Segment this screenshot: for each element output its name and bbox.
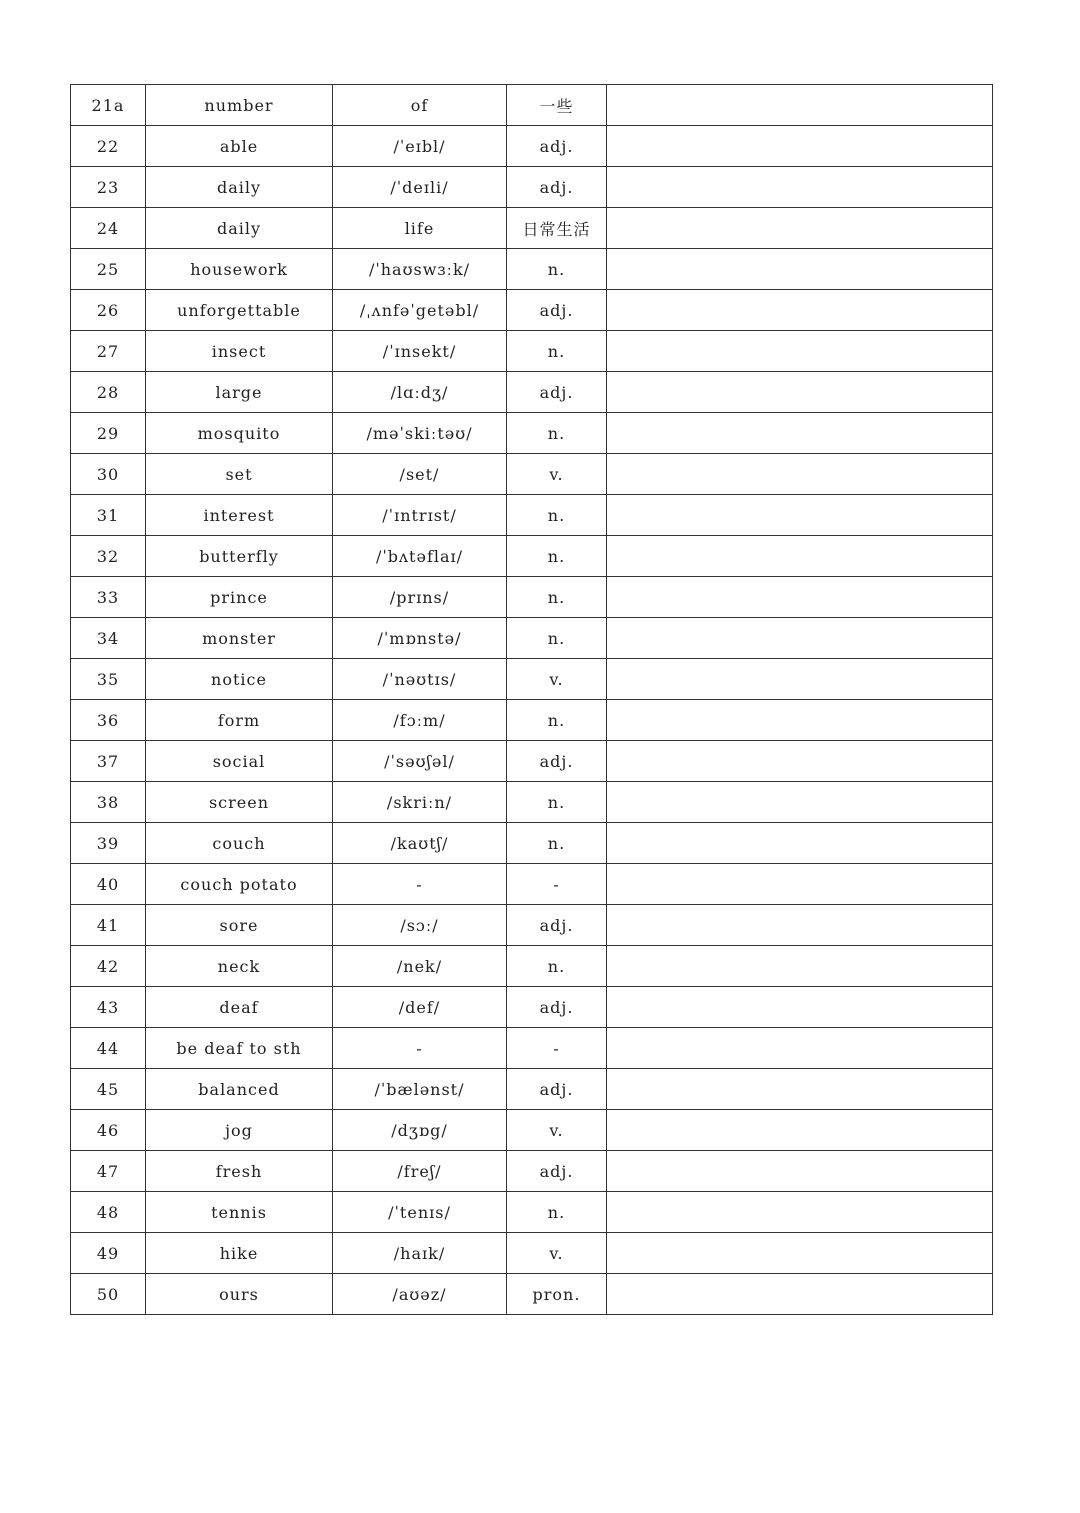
phonetic-cell: - [333,1028,507,1069]
english-word-cell: butterfly [146,536,333,577]
entry-number-cell: 39 [71,823,146,864]
table-row [71,741,993,782]
part-of-speech-cell: adj. [507,372,607,413]
entry-number-cell: 43 [71,987,146,1028]
notes-cell [607,208,993,249]
part-of-speech-cell: v. [507,659,607,700]
english-word-cell: set [146,454,333,495]
entry-number-cell: 37 [71,741,146,782]
entry-number-cell: 36 [71,700,146,741]
part-of-speech-cell: adj. [507,290,607,331]
entry-number-cell: 34 [71,618,146,659]
vocabulary-table-body [71,85,993,1315]
english-word-cell: couch potato [146,864,333,905]
notes-cell [607,413,993,454]
english-word-cell: daily [146,208,333,249]
phonetic-cell: - [333,864,507,905]
phonetic-cell: /ˈbʌtəflaɪ/ [333,536,507,577]
english-word-cell: interest [146,495,333,536]
english-word-cell: large [146,372,333,413]
phonetic-cell: of [333,85,507,126]
entry-number-cell: 31 [71,495,146,536]
table-row [71,618,993,659]
phonetic-cell: /ˈbælənst/ [333,1069,507,1110]
notes-cell [607,741,993,782]
phonetic-cell: /ˈtenɪs/ [333,1192,507,1233]
entry-number-cell: 42 [71,946,146,987]
table-row [71,1110,993,1151]
part-of-speech-cell: - [507,864,607,905]
table-row [71,864,993,905]
part-of-speech-cell: n. [507,700,607,741]
notes-cell [607,1233,993,1274]
entry-number-cell: 26 [71,290,146,331]
entry-number-cell: 28 [71,372,146,413]
notes-cell [607,864,993,905]
part-of-speech-cell: adj. [507,905,607,946]
table-row [71,946,993,987]
entry-number-cell: 25 [71,249,146,290]
entry-number-cell: 29 [71,413,146,454]
entry-number-cell: 45 [71,1069,146,1110]
phonetic-cell: /skriːn/ [333,782,507,823]
english-word-cell: ours [146,1274,333,1315]
table-row [71,1274,993,1315]
english-word-cell: monster [146,618,333,659]
entry-number-cell: 23 [71,167,146,208]
table-row [71,85,993,126]
english-word-cell: balanced [146,1069,333,1110]
part-of-speech-cell: n. [507,946,607,987]
phonetic-cell: /ˈdeɪli/ [333,167,507,208]
table-row [71,823,993,864]
phonetic-cell: /fɔːm/ [333,700,507,741]
english-word-cell: social [146,741,333,782]
part-of-speech-cell: adj. [507,741,607,782]
part-of-speech-cell: v. [507,454,607,495]
part-of-speech-cell: adj. [507,126,607,167]
table-row [71,905,993,946]
part-of-speech-cell: adj. [507,1151,607,1192]
english-word-cell: jog [146,1110,333,1151]
table-row [71,1069,993,1110]
table-row [71,577,993,618]
entry-number-cell: 48 [71,1192,146,1233]
english-word-cell: be deaf to sth [146,1028,333,1069]
phonetic-cell: /ˈmɒnstə/ [333,618,507,659]
entry-number-cell: 50 [71,1274,146,1315]
english-word-cell: form [146,700,333,741]
part-of-speech-cell: 一些 [507,85,607,126]
notes-cell [607,577,993,618]
table-row [71,331,993,372]
notes-cell [607,782,993,823]
part-of-speech-cell: n. [507,495,607,536]
entry-number-cell: 35 [71,659,146,700]
part-of-speech-cell: - [507,1028,607,1069]
notes-cell [607,946,993,987]
phonetic-cell: /kaʊtʃ/ [333,823,507,864]
entry-number-cell: 47 [71,1151,146,1192]
part-of-speech-cell: n. [507,413,607,454]
entry-number-cell: 46 [71,1110,146,1151]
phonetic-cell: /məˈskiːtəʊ/ [333,413,507,454]
entry-number-cell: 44 [71,1028,146,1069]
notes-cell [607,167,993,208]
phonetic-cell: /ˈɪnsekt/ [333,331,507,372]
entry-number-cell: 24 [71,208,146,249]
part-of-speech-cell: n. [507,782,607,823]
phonetic-cell: /lɑːdʒ/ [333,372,507,413]
english-word-cell: unforgettable [146,290,333,331]
part-of-speech-cell: n. [507,1192,607,1233]
part-of-speech-cell: pron. [507,1274,607,1315]
table-row [71,536,993,577]
phonetic-cell: /prɪns/ [333,577,507,618]
english-word-cell: sore [146,905,333,946]
phonetic-cell: /nek/ [333,946,507,987]
phonetic-cell: life [333,208,507,249]
phonetic-cell: /def/ [333,987,507,1028]
notes-cell [607,987,993,1028]
table-row [71,167,993,208]
table-row [71,1233,993,1274]
english-word-cell: screen [146,782,333,823]
phonetic-cell: /ˈnəʊtɪs/ [333,659,507,700]
table-row [71,700,993,741]
notes-cell [607,536,993,577]
notes-cell [607,659,993,700]
phonetic-cell: /aʊəz/ [333,1274,507,1315]
notes-cell [607,290,993,331]
table-row [71,454,993,495]
phonetic-cell: /ˈɪntrɪst/ [333,495,507,536]
notes-cell [607,372,993,413]
part-of-speech-cell: adj. [507,987,607,1028]
entry-number-cell: 27 [71,331,146,372]
table-row [71,372,993,413]
english-word-cell: daily [146,167,333,208]
part-of-speech-cell: adj. [507,1069,607,1110]
part-of-speech-cell: v. [507,1110,607,1151]
phonetic-cell: /dʒɒg/ [333,1110,507,1151]
notes-cell [607,700,993,741]
english-word-cell: tennis [146,1192,333,1233]
notes-cell [607,249,993,290]
table-row [71,659,993,700]
phonetic-cell: /ˈeɪbl/ [333,126,507,167]
phonetic-cell: /haɪk/ [333,1233,507,1274]
english-word-cell: prince [146,577,333,618]
english-word-cell: able [146,126,333,167]
table-row [71,1192,993,1233]
phonetic-cell: /set/ [333,454,507,495]
english-word-cell: number [146,85,333,126]
entry-number-cell: 30 [71,454,146,495]
table-row [71,208,993,249]
table-row [71,495,993,536]
phonetic-cell: /ˈhaʊswɜːk/ [333,249,507,290]
entry-number-cell: 49 [71,1233,146,1274]
notes-cell [607,1274,993,1315]
table-row [71,126,993,167]
table-row [71,1151,993,1192]
notes-cell [607,85,993,126]
notes-cell [607,1028,993,1069]
entry-number-cell: 33 [71,577,146,618]
vocabulary-table [70,84,993,1315]
part-of-speech-cell: n. [507,618,607,659]
entry-number-cell: 21a [71,85,146,126]
notes-cell [607,1069,993,1110]
english-word-cell: hike [146,1233,333,1274]
phonetic-cell: /freʃ/ [333,1151,507,1192]
english-word-cell: deaf [146,987,333,1028]
part-of-speech-cell: n. [507,331,607,372]
notes-cell [607,454,993,495]
entry-number-cell: 22 [71,126,146,167]
table-row [71,782,993,823]
notes-cell [607,618,993,659]
english-word-cell: neck [146,946,333,987]
phonetic-cell: /sɔː/ [333,905,507,946]
part-of-speech-cell: n. [507,249,607,290]
notes-cell [607,905,993,946]
table-row [71,987,993,1028]
english-word-cell: housework [146,249,333,290]
entry-number-cell: 32 [71,536,146,577]
english-word-cell: fresh [146,1151,333,1192]
entry-number-cell: 40 [71,864,146,905]
notes-cell [607,1151,993,1192]
table-row [71,290,993,331]
part-of-speech-cell: n. [507,823,607,864]
table-row [71,249,993,290]
part-of-speech-cell: n. [507,536,607,577]
table-row [71,1028,993,1069]
part-of-speech-cell: 日常生活 [507,208,607,249]
notes-cell [607,1192,993,1233]
table-row [71,413,993,454]
notes-cell [607,823,993,864]
english-word-cell: mosquito [146,413,333,454]
phonetic-cell: /ˌʌnfəˈgetəbl/ [333,290,507,331]
phonetic-cell: /ˈsəʊʃəl/ [333,741,507,782]
entry-number-cell: 38 [71,782,146,823]
english-word-cell: couch [146,823,333,864]
vocabulary-sheet [70,84,992,1315]
notes-cell [607,126,993,167]
english-word-cell: insect [146,331,333,372]
part-of-speech-cell: v. [507,1233,607,1274]
notes-cell [607,495,993,536]
notes-cell [607,331,993,372]
part-of-speech-cell: adj. [507,167,607,208]
notes-cell [607,1110,993,1151]
english-word-cell: notice [146,659,333,700]
entry-number-cell: 41 [71,905,146,946]
part-of-speech-cell: n. [507,577,607,618]
